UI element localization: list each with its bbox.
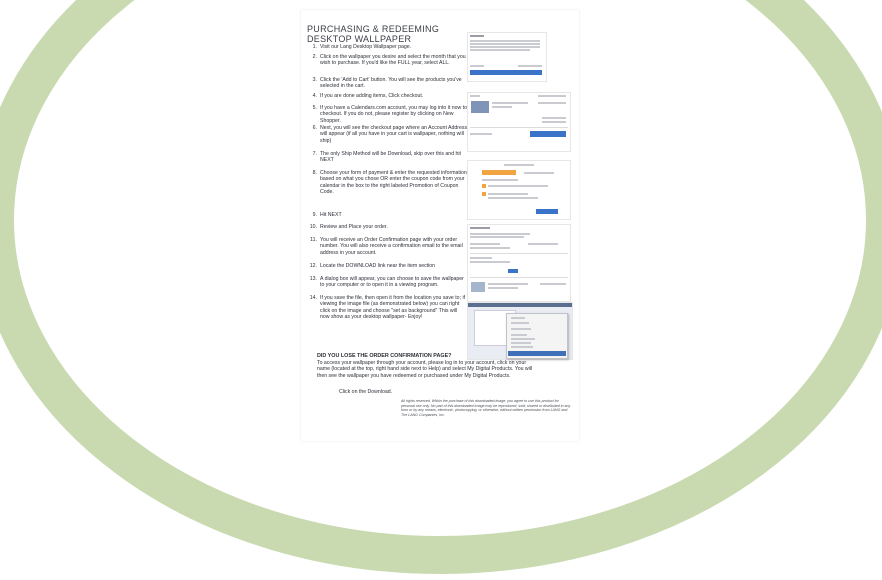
step-text: If you save the file, then open it from the location you save to; if viewing the image file (as demonstrated below) you can right click on the image and choose "set as background" This will now show as your desktop wallpaper- Enjoy! — [320, 295, 466, 321]
step-number: 13. — [309, 276, 317, 282]
step-number: 11. — [310, 237, 317, 243]
step-text: Locate the DOWNLOAD link near the item section — [320, 263, 436, 269]
lost-order-heading: DID YOU LOSE THE ORDER CONFIRMATION PAGE? — [317, 353, 452, 359]
add-to-cart-button-illustration — [470, 70, 542, 75]
step-text: The only Ship Method will be Download, skip over this and hit NEXT — [320, 151, 462, 164]
wallpaper-thumbnail — [471, 101, 489, 113]
step-number: 1. — [312, 44, 317, 50]
step-text: Click on the wallpaper you desire and select the month that you wish to purchase. If you'd like the FULL year, select ALL. — [320, 54, 466, 67]
step-text: Visit our Lang Desktop Wallpaper page. — [320, 44, 412, 50]
instruction-sheet — [301, 10, 579, 441]
step-number: 14. — [309, 295, 317, 301]
step-number: 9. — [312, 212, 317, 218]
step-number: 6. — [312, 125, 317, 131]
click-download-text: Click on the Download. — [339, 389, 393, 395]
title-line-1: PURCHASING & REDEEMING — [307, 24, 440, 35]
wallpaper-thumbnail — [471, 282, 485, 292]
step-text: Click the 'Add to Cart' button. You will see the products you've selected in the cart. — [320, 77, 462, 90]
step-text: If you have a Calendars.com account, you may log into it now to checkout. If you do not, please register by clicking on New Shopper. — [320, 105, 468, 124]
step-number: 12. — [309, 263, 317, 269]
step-text: A dialog box will appear, you can choose to save the wallpaper to your computer or to open it in a viewing program. — [320, 276, 464, 289]
title-line-2: DESKTOP WALLPAPER — [307, 34, 412, 45]
step-number: 8. — [312, 170, 317, 176]
product-page-screenshot — [467, 32, 547, 82]
step-text: Choose your form of payment & enter the requested information based on what you chose OR enter the coupon code from your calendar in the box to the right labeled Promotion of Coupon Code. — [320, 170, 467, 196]
cart-screenshot — [467, 92, 571, 152]
order-confirmation-screenshot — [467, 224, 571, 302]
step-text: Next, you will see the checkout page where an Account Address will appear (if all you have in your cart is wallpaper, nothing will ship) — [320, 125, 468, 144]
legal-notice: All rights reserved. Within the purchase of this downloaded image, you agree to use this product for personal use only. No part of this downloaded image may be reproduced, sold, shared or distributed in any form or by any means, electronic, photocopying, or otherwise, without written permission from LANG and The LANG Companies, Inc. — [401, 399, 571, 417]
set-background-screenshot — [467, 302, 573, 360]
login-tab-illustration — [482, 170, 516, 175]
login-button-illustration — [536, 209, 558, 214]
step-text: Review and Place your order. — [320, 224, 388, 230]
lost-order-text: To access your wallpaper through your account, please log in to your account, click on your name (located at the top, right hand side next to Help) and select My Digital Products. You will then see the wallpaper you have redeemed or purchased under My Digital Products. — [317, 360, 533, 379]
context-menu-illustration — [506, 313, 568, 359]
step-text: If you are done adding items, Click checkout. — [320, 93, 424, 99]
step-number: 7. — [312, 151, 317, 157]
set-as-background-highlight — [508, 351, 566, 356]
step-number: 10. — [309, 224, 317, 230]
step-text: You will receive an Order Confirmation page with your order number. You will also receive a confirmation email to the email address in your account. — [320, 237, 463, 256]
step-number: 3. — [312, 77, 317, 83]
page-title — [307, 24, 467, 44]
checkout-button-illustration — [530, 131, 566, 137]
step-number: 2. — [312, 54, 317, 60]
step-number: 5. — [312, 105, 317, 111]
step-number: 4. — [312, 93, 317, 99]
login-screenshot — [467, 160, 571, 220]
step-text: Hit NEXT — [320, 212, 342, 218]
